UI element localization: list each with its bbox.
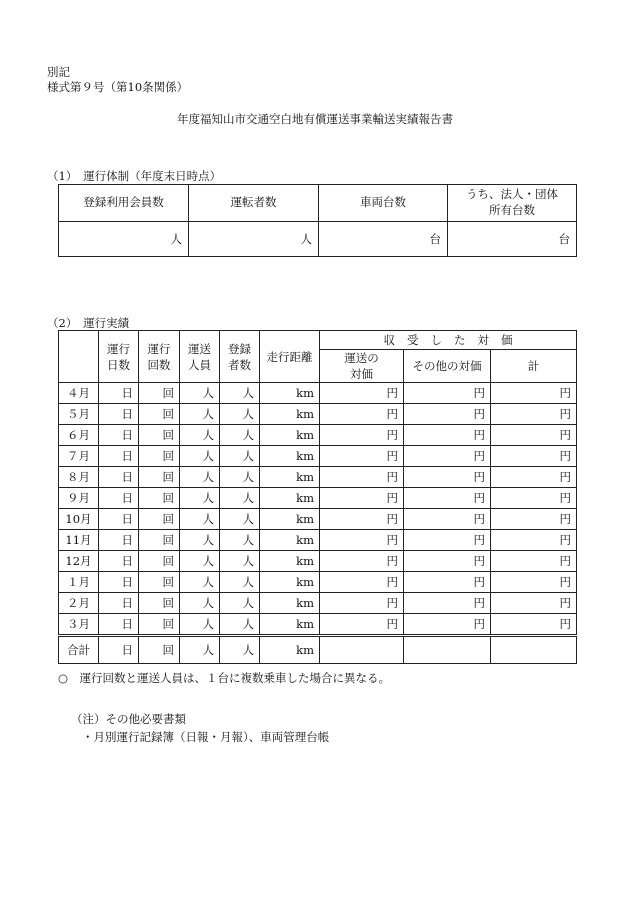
month-label: １月 bbox=[59, 572, 99, 593]
sum-cell[interactable]: 円 bbox=[491, 572, 577, 593]
passengers-cell[interactable]: 人 bbox=[180, 425, 220, 446]
other-fee-cell[interactable]: 円 bbox=[404, 614, 491, 636]
trips-cell[interactable]: 回 bbox=[139, 572, 180, 593]
distance-cell[interactable]: km bbox=[260, 404, 320, 425]
days-cell[interactable]: 日 bbox=[99, 404, 139, 425]
transport-fee-cell[interactable]: 円 bbox=[320, 383, 404, 404]
total-distance-cell[interactable]: km bbox=[260, 636, 320, 664]
transport-fee-cell[interactable]: 円 bbox=[320, 551, 404, 572]
other-fee-cell[interactable]: 円 bbox=[404, 446, 491, 467]
total-transport-fee-cell[interactable] bbox=[320, 636, 404, 664]
registered-cell[interactable]: 人 bbox=[220, 488, 260, 509]
trips-cell[interactable]: 回 bbox=[139, 383, 180, 404]
other-fee-cell[interactable]: 円 bbox=[404, 593, 491, 614]
month-label: 12月 bbox=[59, 551, 99, 572]
total-trips-cell[interactable]: 回 bbox=[139, 636, 180, 664]
transport-fee-cell[interactable]: 円 bbox=[320, 425, 404, 446]
passengers-cell[interactable]: 人 bbox=[180, 383, 220, 404]
month-label: ７月 bbox=[59, 446, 99, 467]
footnote: ○ 運行回数と運送人員は、１台に複数乗車した場合に異なる。 bbox=[58, 671, 391, 685]
transport-fee-cell[interactable]: 円 bbox=[320, 467, 404, 488]
month-row bbox=[59, 467, 577, 488]
days-cell[interactable]: 日 bbox=[99, 488, 139, 509]
section2-heading: （2） 運行実績 bbox=[47, 316, 130, 330]
form-number: 様式第９号（第10条関係） bbox=[47, 80, 189, 94]
days-cell[interactable]: 日 bbox=[99, 530, 139, 551]
registered-cell[interactable]: 人 bbox=[220, 551, 260, 572]
corporate-vehicles-input-cell[interactable]: 台 bbox=[448, 222, 577, 257]
passengers-cell[interactable]: 人 bbox=[180, 593, 220, 614]
col-operating-days: 運行 日数 bbox=[99, 331, 139, 383]
registered-cell[interactable]: 人 bbox=[220, 530, 260, 551]
registered-cell[interactable]: 人 bbox=[220, 509, 260, 530]
sum-cell[interactable]: 円 bbox=[491, 614, 577, 636]
month-row bbox=[59, 530, 577, 551]
other-fee-cell[interactable]: 円 bbox=[404, 572, 491, 593]
passengers-cell[interactable]: 人 bbox=[180, 446, 220, 467]
trips-cell[interactable]: 回 bbox=[139, 404, 180, 425]
results-body bbox=[59, 383, 577, 664]
distance-cell[interactable]: km bbox=[260, 614, 320, 636]
distance-cell[interactable]: km bbox=[260, 593, 320, 614]
month-label: ５月 bbox=[59, 404, 99, 425]
passengers-cell[interactable]: 人 bbox=[180, 551, 220, 572]
month-label: ６月 bbox=[59, 425, 99, 446]
month-label: ２月 bbox=[59, 593, 99, 614]
total-row bbox=[59, 636, 577, 664]
month-row bbox=[59, 488, 577, 509]
month-header-blank bbox=[59, 331, 99, 383]
other-fee-cell[interactable]: 円 bbox=[404, 530, 491, 551]
distance-cell[interactable]: km bbox=[260, 488, 320, 509]
total-label: 合計 bbox=[59, 636, 99, 664]
month-row bbox=[59, 404, 577, 425]
other-fee-cell[interactable]: 円 bbox=[404, 551, 491, 572]
month-label: 11月 bbox=[59, 530, 99, 551]
distance-cell[interactable]: km bbox=[260, 425, 320, 446]
trips-cell[interactable]: 回 bbox=[139, 551, 180, 572]
distance-cell[interactable]: km bbox=[260, 551, 320, 572]
month-label: 10月 bbox=[59, 509, 99, 530]
days-cell[interactable]: 日 bbox=[99, 614, 139, 636]
month-row bbox=[59, 551, 577, 572]
section1-heading: （1） 運行体制（年度末日時点） bbox=[47, 169, 222, 183]
registered-cell[interactable]: 人 bbox=[220, 383, 260, 404]
month-label: ８月 bbox=[59, 467, 99, 488]
trips-cell[interactable]: 回 bbox=[139, 446, 180, 467]
vehicles-input-cell[interactable]: 台 bbox=[319, 222, 448, 257]
days-cell[interactable]: 日 bbox=[99, 572, 139, 593]
col-other-fee: その他の対価 bbox=[404, 350, 491, 383]
other-fee-cell[interactable]: 円 bbox=[404, 467, 491, 488]
operation-results-table bbox=[58, 330, 577, 664]
operation-structure-table bbox=[58, 184, 577, 257]
passengers-cell[interactable]: 人 bbox=[180, 467, 220, 488]
sum-cell[interactable]: 円 bbox=[491, 551, 577, 572]
trips-cell[interactable]: 回 bbox=[139, 467, 180, 488]
document-title: 年度福知山市交通空白地有償運送事業輸送実績報告書 bbox=[177, 112, 453, 126]
sum-cell[interactable]: 円 bbox=[491, 383, 577, 404]
col-sum: 計 bbox=[491, 350, 577, 383]
col-drivers: 運転者数 bbox=[189, 185, 319, 222]
total-registered-cell[interactable]: 人 bbox=[220, 636, 260, 664]
col-vehicles: 車両台数 bbox=[319, 185, 448, 222]
transport-fee-cell[interactable]: 円 bbox=[320, 446, 404, 467]
total-sum-cell[interactable] bbox=[491, 636, 577, 664]
days-cell[interactable]: 日 bbox=[99, 551, 139, 572]
sum-cell[interactable]: 円 bbox=[491, 446, 577, 467]
col-consideration-group: 収受した対価 bbox=[320, 331, 577, 350]
days-cell[interactable]: 日 bbox=[99, 509, 139, 530]
other-fee-cell[interactable]: 円 bbox=[404, 488, 491, 509]
transport-fee-cell[interactable]: 円 bbox=[320, 572, 404, 593]
distance-cell[interactable]: km bbox=[260, 572, 320, 593]
sum-cell[interactable]: 円 bbox=[491, 509, 577, 530]
month-row bbox=[59, 425, 577, 446]
col-corporate-vehicles: うち、法人・団体 所有台数 bbox=[448, 185, 577, 222]
passengers-cell[interactable]: 人 bbox=[180, 530, 220, 551]
col-trips: 運行 回数 bbox=[139, 331, 180, 383]
days-cell[interactable]: 日 bbox=[99, 425, 139, 446]
distance-cell[interactable]: km bbox=[260, 467, 320, 488]
transport-fee-cell[interactable]: 円 bbox=[320, 509, 404, 530]
passengers-cell[interactable]: 人 bbox=[180, 488, 220, 509]
transport-fee-cell[interactable]: 円 bbox=[320, 404, 404, 425]
trips-cell[interactable]: 回 bbox=[139, 488, 180, 509]
month-row bbox=[59, 572, 577, 593]
appendix-heading: （注）その他必要書類 bbox=[71, 712, 186, 726]
other-fee-cell[interactable]: 円 bbox=[404, 383, 491, 404]
other-fee-cell[interactable]: 円 bbox=[404, 425, 491, 446]
col-registered: 登録 者数 bbox=[220, 331, 260, 383]
days-cell[interactable]: 日 bbox=[99, 383, 139, 404]
month-label: ４月 bbox=[59, 383, 99, 404]
month-label: ３月 bbox=[59, 614, 99, 636]
col-distance: 走行距離 bbox=[260, 331, 320, 383]
month-row bbox=[59, 593, 577, 614]
passengers-cell[interactable]: 人 bbox=[180, 572, 220, 593]
registered-cell[interactable]: 人 bbox=[220, 467, 260, 488]
trips-cell[interactable]: 回 bbox=[139, 425, 180, 446]
col-registered-members: 登録利用会員数 bbox=[59, 185, 189, 222]
members-input-cell[interactable]: 人 bbox=[59, 222, 189, 257]
total-days-cell[interactable]: 日 bbox=[99, 636, 139, 664]
month-row bbox=[59, 509, 577, 530]
transport-fee-cell[interactable]: 円 bbox=[320, 593, 404, 614]
month-row bbox=[59, 614, 577, 636]
appendix-item: ・月別運行記録簿（日報・月報）、車両管理台帳 bbox=[82, 730, 330, 744]
sum-cell[interactable]: 円 bbox=[491, 467, 577, 488]
trips-cell[interactable]: 回 bbox=[139, 530, 180, 551]
registered-cell[interactable]: 人 bbox=[220, 614, 260, 636]
distance-cell[interactable]: km bbox=[260, 383, 320, 404]
days-cell[interactable]: 日 bbox=[99, 467, 139, 488]
other-fee-cell[interactable]: 円 bbox=[404, 509, 491, 530]
annex-label: 別記 bbox=[47, 65, 70, 79]
passengers-cell[interactable]: 人 bbox=[180, 404, 220, 425]
distance-cell[interactable]: km bbox=[260, 509, 320, 530]
sum-cell[interactable]: 円 bbox=[491, 425, 577, 446]
trips-cell[interactable]: 回 bbox=[139, 593, 180, 614]
registered-cell[interactable]: 人 bbox=[220, 425, 260, 446]
col-passengers: 運送 人員 bbox=[180, 331, 220, 383]
trips-cell[interactable]: 回 bbox=[139, 614, 180, 636]
registered-cell[interactable]: 人 bbox=[220, 404, 260, 425]
month-row bbox=[59, 383, 577, 404]
transport-fee-cell[interactable]: 円 bbox=[320, 488, 404, 509]
registered-cell[interactable]: 人 bbox=[220, 593, 260, 614]
registered-cell[interactable]: 人 bbox=[220, 572, 260, 593]
passengers-cell[interactable]: 人 bbox=[180, 509, 220, 530]
sum-cell[interactable]: 円 bbox=[491, 593, 577, 614]
other-fee-cell[interactable]: 円 bbox=[404, 404, 491, 425]
month-label: ９月 bbox=[59, 488, 99, 509]
days-cell[interactable]: 日 bbox=[99, 593, 139, 614]
sum-cell[interactable]: 円 bbox=[491, 404, 577, 425]
transport-fee-cell[interactable]: 円 bbox=[320, 614, 404, 636]
total-other-fee-cell[interactable] bbox=[404, 636, 491, 664]
drivers-input-cell[interactable]: 人 bbox=[189, 222, 319, 257]
distance-cell[interactable]: km bbox=[260, 446, 320, 467]
distance-cell[interactable]: km bbox=[260, 530, 320, 551]
sum-cell[interactable]: 円 bbox=[491, 530, 577, 551]
sum-cell[interactable]: 円 bbox=[491, 488, 577, 509]
col-transport-fee: 運送の 対価 bbox=[320, 350, 404, 383]
passengers-cell[interactable]: 人 bbox=[180, 614, 220, 636]
days-cell[interactable]: 日 bbox=[99, 446, 139, 467]
trips-cell[interactable]: 回 bbox=[139, 509, 180, 530]
registered-cell[interactable]: 人 bbox=[220, 446, 260, 467]
total-passengers-cell[interactable]: 人 bbox=[180, 636, 220, 664]
month-row bbox=[59, 446, 577, 467]
transport-fee-cell[interactable]: 円 bbox=[320, 530, 404, 551]
